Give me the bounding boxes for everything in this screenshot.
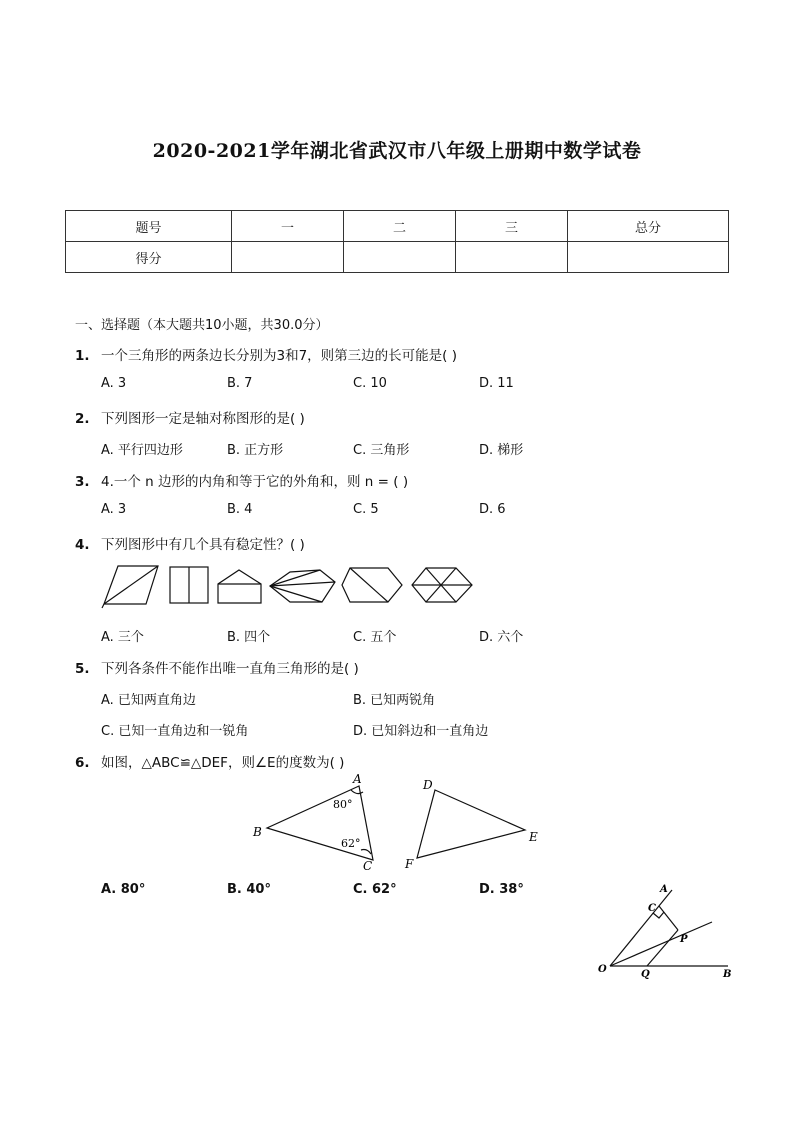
question-1 (75, 344, 457, 364)
score-cell[interactable] (344, 242, 456, 273)
stability-shapes-figure (100, 562, 480, 610)
score-header-cell: 总分 (568, 211, 729, 242)
label-f: F (405, 857, 414, 871)
score-row-label: 得分 (66, 242, 232, 273)
house-shape (218, 570, 261, 603)
score-cell[interactable] (456, 242, 568, 273)
option-d[interactable]: D. 38° (479, 882, 524, 897)
option-a[interactable]: A. 平行四边形 (101, 443, 183, 458)
label-q: Q (641, 969, 650, 980)
label-c: C (648, 903, 656, 914)
option-a[interactable]: A. 已知两直角边 (101, 693, 196, 708)
label-e: E (529, 830, 538, 844)
angle-c-label: 62° (341, 837, 361, 850)
option-b[interactable]: B. 正方形 (227, 443, 284, 458)
label-a: A (660, 884, 668, 895)
question-text: 下列各条件不能作出唯一直角三角形的是( ) (101, 661, 359, 677)
score-cell[interactable] (232, 242, 344, 273)
option-c[interactable]: C. 62° (353, 882, 397, 897)
question-number: 4. (75, 537, 90, 553)
triangle-def (417, 790, 525, 858)
score-cell[interactable] (568, 242, 729, 273)
option-d[interactable]: D. 六个 (479, 630, 524, 645)
score-table-header-row (66, 211, 729, 242)
question-text: 4.一个 n 边形的内角和等于它的外角和，则 n = ( ) (101, 474, 409, 490)
hexagon-one-diagonal-shape (342, 568, 402, 602)
question-text: 如图，△ABC≌△DEF，则∠E的度数为( ) (101, 755, 345, 771)
angle-a-label: 80° (333, 798, 353, 811)
label-b: B (253, 825, 262, 839)
section-title: 一、选择题（本大题共10小题，共30.0分） (75, 318, 329, 333)
label-o: O (598, 964, 607, 975)
score-header-cell: 三 (456, 211, 568, 242)
question-4 (75, 533, 305, 553)
score-table (65, 210, 729, 273)
option-a[interactable]: A. 三个 (101, 630, 144, 645)
page-title: 2020-2021学年湖北省武汉市八年级上册期中数学试卷 (152, 140, 642, 162)
label-p: P (680, 934, 688, 945)
score-header-cell: 题号 (66, 211, 232, 242)
option-d[interactable]: D. 11 (479, 376, 514, 391)
option-d[interactable]: D. 已知斜边和一直角边 (353, 724, 489, 739)
question-number: 6. (75, 755, 90, 771)
option-c[interactable]: C. 五个 (353, 630, 397, 645)
label-b: B (723, 969, 732, 980)
option-a[interactable]: A. 3 (101, 376, 127, 391)
option-c[interactable]: C. 三角形 (353, 443, 410, 458)
question-text: 下列图形一定是轴对称图形的是( ) (101, 411, 305, 427)
question-3 (75, 470, 408, 490)
option-b[interactable]: B. 4 (227, 502, 253, 517)
option-a[interactable]: A. 3 (101, 502, 127, 517)
ray-oa (610, 890, 672, 966)
question-number: 2. (75, 411, 90, 427)
angle-bisector-figure (592, 880, 742, 980)
score-header-cell: 一 (232, 211, 344, 242)
option-d[interactable]: D. 梯形 (479, 443, 524, 458)
option-c[interactable]: C. 5 (353, 502, 379, 517)
segment-pc (659, 906, 678, 930)
label-a: A (353, 772, 362, 786)
option-b[interactable]: B. 7 (227, 376, 253, 391)
label-d: D (423, 778, 433, 792)
option-b[interactable]: B. 40° (227, 882, 271, 897)
question-number: 1. (75, 348, 90, 364)
option-b[interactable]: B. 已知两锐角 (353, 693, 436, 708)
bisector-op (610, 922, 712, 966)
score-table-row (66, 242, 729, 273)
option-d[interactable]: D. 6 (479, 502, 506, 517)
question-2 (75, 407, 305, 427)
score-header-cell: 二 (344, 211, 456, 242)
option-c[interactable]: C. 10 (353, 376, 387, 391)
question-text: 一个三角形的两条边长分别为3和7，则第三边的长可能是( ) (101, 348, 458, 364)
question-6 (75, 751, 344, 771)
question-5 (75, 657, 359, 677)
option-a[interactable]: A. 80° (101, 882, 146, 897)
label-c: C (363, 859, 373, 873)
option-c[interactable]: C. 已知一直角边和一锐角 (101, 724, 249, 739)
congruent-triangles-figure (245, 770, 545, 875)
option-b[interactable]: B. 四个 (227, 630, 271, 645)
question-number: 5. (75, 661, 90, 677)
question-text: 下列图形中有几个具有稳定性？( ) (101, 537, 305, 553)
question-number: 3. (75, 474, 90, 490)
